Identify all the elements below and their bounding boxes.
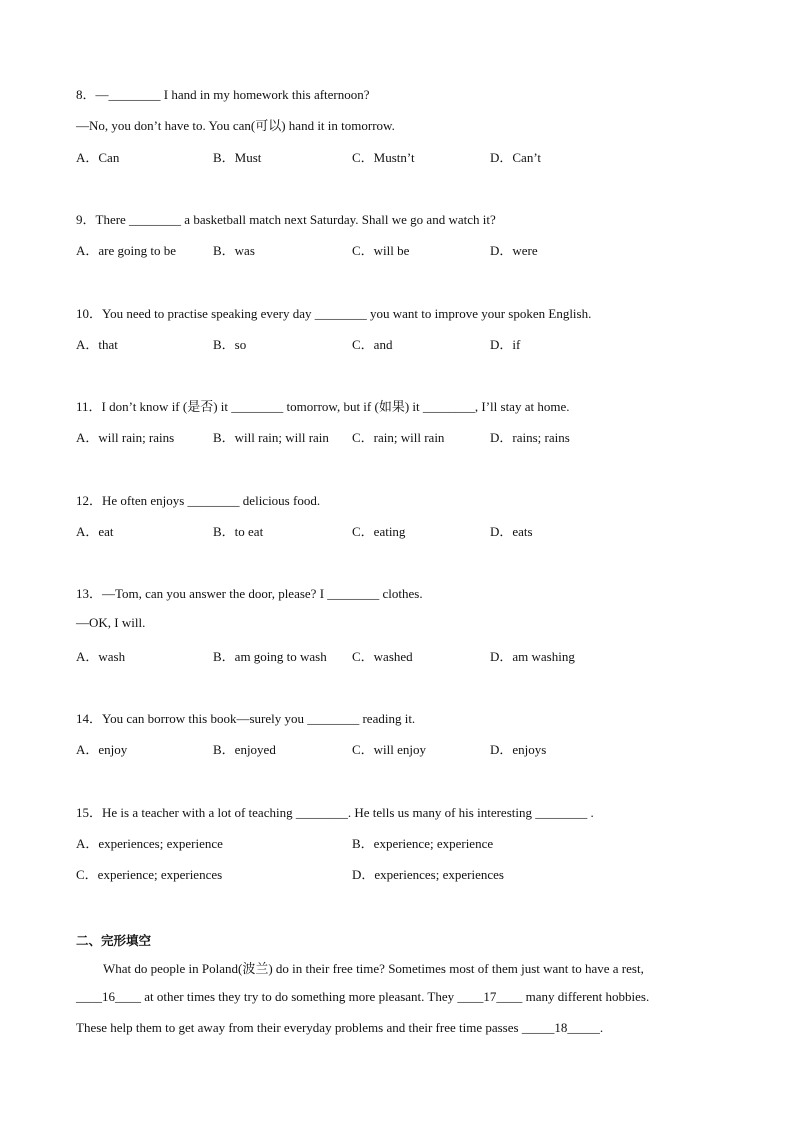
question-15-stem: 15．He is a teacher with a lot of teaching ________. He tells us many of his interesting ________ . xyxy=(76,805,594,820)
question-8-option-a: A．Can xyxy=(76,150,120,165)
cloze-paragraph-line-2: ____16____ at other times they try to do something more pleasant. They ____17____ many different hobbies. xyxy=(76,989,650,1004)
question-10-option-d: D．if xyxy=(490,337,521,352)
question-8-option-d: D．Can’t xyxy=(490,150,542,165)
question-10-option-c: C．and xyxy=(352,337,393,352)
question-14-option-b: B．enjoyed xyxy=(213,742,276,757)
question-14-option-d: D．enjoys xyxy=(490,742,547,757)
question-15-option-a: A．experiences; experience xyxy=(76,836,223,851)
question-12-option-d: D．eats xyxy=(490,524,533,539)
question-11-option-d: D．rains; rains xyxy=(490,430,570,445)
question-14-option-a: A．enjoy xyxy=(76,742,128,757)
question-9-option-b: B．was xyxy=(213,243,255,258)
question-8-reply: —No, you don’t have to. You can(可以) hand it in tomorrow. xyxy=(76,118,395,133)
question-9-stem: 9．There ________ a basketball match next Saturday. Shall we go and watch it? xyxy=(76,212,496,227)
question-15-option-b: B．experience; experience xyxy=(352,836,494,851)
question-10-option-b: B．so xyxy=(213,337,247,352)
section-heading-cloze: 二、完形填空 xyxy=(76,933,152,948)
question-12-stem: 12．He often enjoys ________ delicious food. xyxy=(76,493,321,508)
question-13-option-a: A．wash xyxy=(76,649,126,664)
question-14-option-c: C．will enjoy xyxy=(352,742,427,757)
question-11-stem: 11．I don’t know if (是否) it ________ tomorrow, but if (如果) it ________, I’ll stay at home. xyxy=(76,399,570,414)
question-11-option-c: C．rain; will rain xyxy=(352,430,445,445)
question-9-option-c: C．will be xyxy=(352,243,410,258)
question-8-option-c: C．Mustn’t xyxy=(352,150,415,165)
question-9-option-d: D．were xyxy=(490,243,538,258)
question-14-stem: 14．You can borrow this book—surely you ________ reading it. xyxy=(76,711,416,726)
question-11-option-a: A．will rain; rains xyxy=(76,430,175,445)
question-12-option-a: A．eat xyxy=(76,524,114,539)
question-15-option-d: D．experiences; experiences xyxy=(352,867,504,882)
question-13-reply: —OK, I will. xyxy=(76,615,146,630)
question-11-option-b: B．will rain; will rain xyxy=(213,430,329,445)
question-10-stem: 10．You need to practise speaking every day ________ you want to improve your spoken English. xyxy=(76,306,592,321)
question-9-option-a: A．are going to be xyxy=(76,243,177,258)
question-12-option-c: C．eating xyxy=(352,524,406,539)
question-13-option-c: C．washed xyxy=(352,649,413,664)
question-13-stem: 13．—Tom, can you answer the door, please? I ________ clothes. xyxy=(76,586,423,601)
question-12-option-b: B．to eat xyxy=(213,524,264,539)
question-13-option-d: D．am washing xyxy=(490,649,575,664)
question-8-option-b: B．Must xyxy=(213,150,262,165)
question-10-option-a: A．that xyxy=(76,337,118,352)
question-15-option-c: C．experience; experiences xyxy=(76,867,223,882)
question-13-option-b: B．am going to wash xyxy=(213,649,327,664)
cloze-paragraph-line-3: These help them to get away from their everyday problems and their free time passes _____18_____. xyxy=(76,1020,604,1035)
question-8-stem: 8．—________ I hand in my homework this afternoon? xyxy=(76,87,370,102)
cloze-paragraph-line-1: What do people in Poland(波兰) do in their free time? Sometimes most of them just want to have a rest, xyxy=(103,961,644,976)
